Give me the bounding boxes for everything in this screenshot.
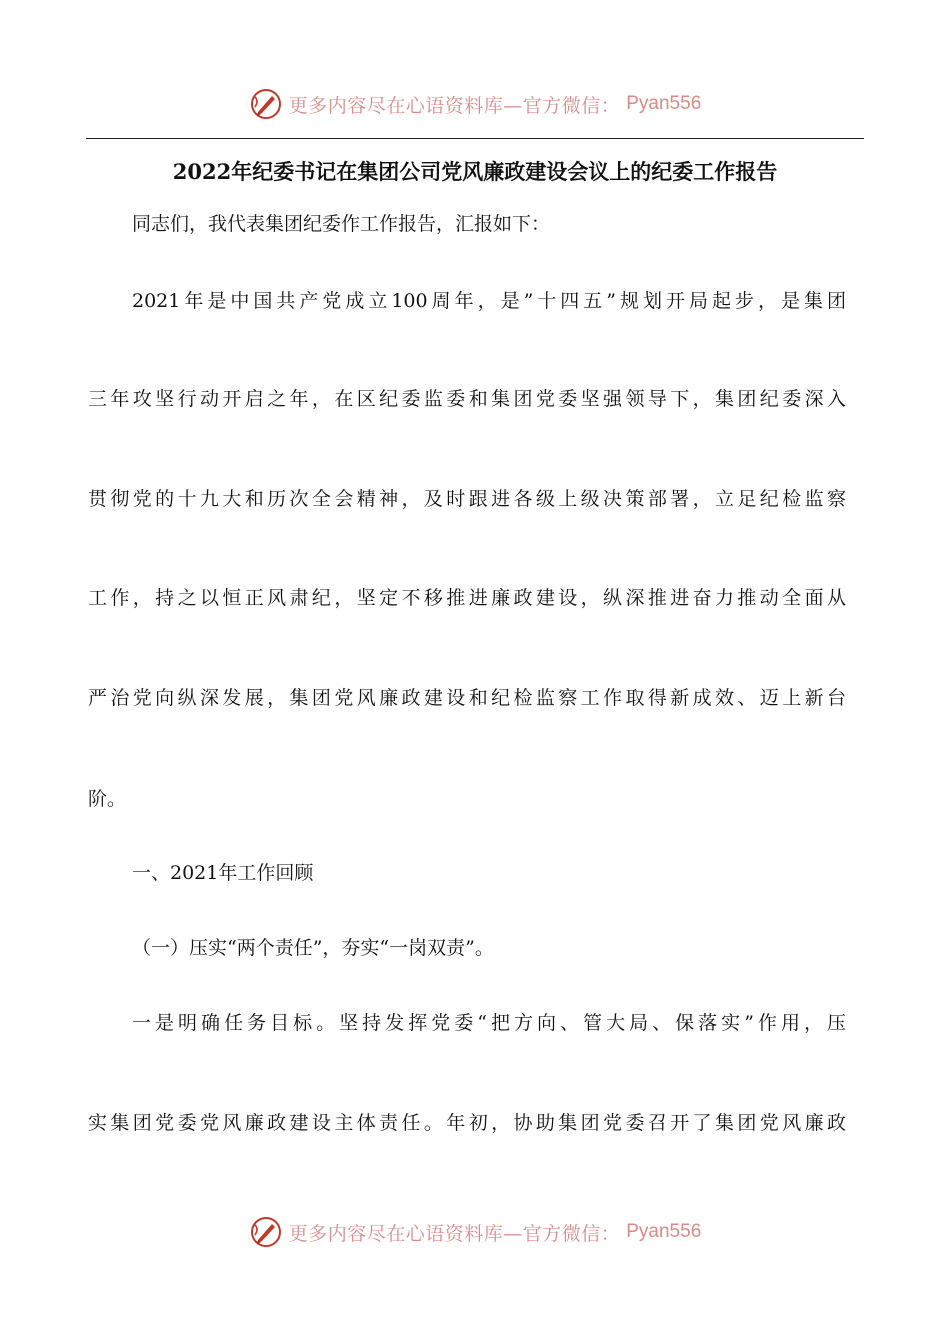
subsection-heading: （一）压实“两个责任”，夯实“一岗双责”。	[132, 937, 494, 959]
paragraph-line: 阶。	[88, 788, 127, 810]
banner-text: 更多内容尽在心语资料库—官方微信：	[288, 94, 621, 117]
paragraph-line: 一是明确任务目标。坚持发挥党委“把方向、管大局、保落实”作用，压	[132, 1012, 846, 1034]
paragraph-line: 同志们，我代表集团纪委作工作报告，汇报如下：	[132, 213, 551, 235]
pen-logo-icon	[249, 87, 283, 121]
paragraph-line: 三年攻坚行动开启之年，在区纪委监委和集团党委坚强领导下，集团纪委深入	[88, 388, 846, 410]
paragraph-line: 实集团党委党风廉政建设主体责任。年初，协助集团党委召开了集团党风廉政	[88, 1112, 846, 1134]
header-watermark-banner	[0, 84, 950, 124]
document-title: 2022年纪委书记在集团公司党风廉政建设会议上的纪委工作报告	[172, 159, 778, 184]
paragraph-line: 严治党向纵深发展，集团党风廉政建设和纪检监察工作取得新成效、迈上新台	[88, 687, 846, 709]
banner-wechat-id: Pyan556	[626, 93, 702, 114]
paragraph-line: 工作，持之以恒正风肃纪，坚定不移推进廉政建设，纵深推进奋力推动全面从	[88, 587, 846, 609]
pen-logo-icon	[249, 1215, 283, 1249]
footer-watermark-banner	[0, 1212, 950, 1252]
banner-text: 更多内容尽在心语资料库—官方微信：	[288, 1222, 621, 1245]
paragraph-line: 2021年是中国共产党成立100周年，是”十四五”规划开局起步，是集团	[132, 290, 846, 312]
header-divider	[86, 138, 864, 139]
section-heading: 一、2021年工作回顾	[132, 862, 314, 884]
paragraph-line: 贯彻党的十九大和历次全会精神，及时跟进各级上级决策部署，立足纪检监察	[88, 488, 846, 510]
banner-wechat-id: Pyan556	[626, 1221, 702, 1242]
